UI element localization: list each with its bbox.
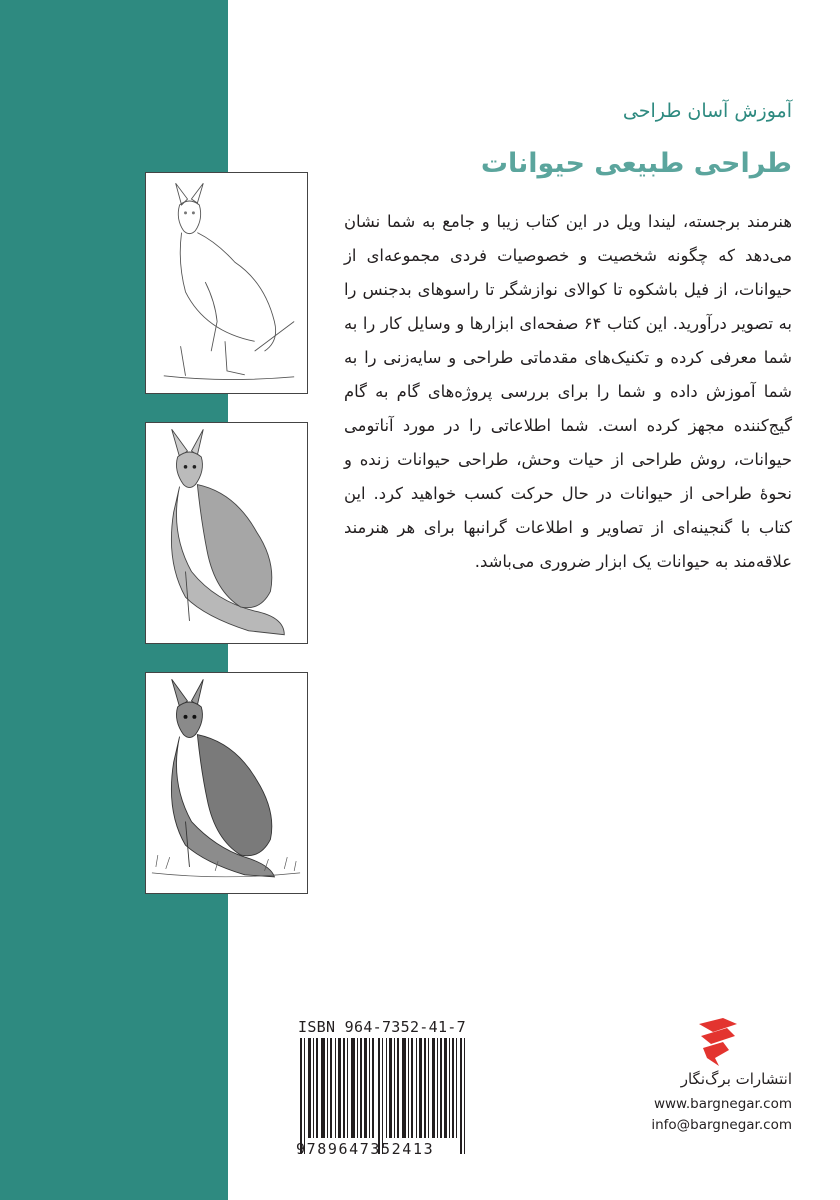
book-title: طراحی طبیعی حیوانات — [480, 148, 792, 179]
series-title: آموزش آسان طراحی — [622, 100, 792, 122]
publisher-email[interactable]: info@bargnegar.com — [651, 1117, 792, 1133]
kangaroo-sketch-shaded-icon — [146, 423, 307, 643]
publisher-name: انتشارات برگ‌نگار — [680, 1070, 792, 1088]
publisher-website[interactable]: www.bargnegar.com — [653, 1096, 792, 1112]
description-text: هنرمند برجسته، لیندا ویل در این کتاب زیبا و جامع به شما نشان می‌دهد که چگونه شخصیت و خصوصیات فردی مجموعه‌ای از حیوانات، از فیل باشکوه تا کوالای نوازشگر تا راسوهای بدجنس را به تصویر درآورید. این کتاب ۶۴ صفحه‌ای ابزارها و وسایل کار را به شما معرفی کرده و تکنیک‌های مقدماتی طراحی و سایه‌زنی را به شما آموزش داده و شما را برای بررسی پروژه‌های گام به گام گیج‌کننده مجهز کرده است. شما اطلاعاتی را در مورد آناتومی حیوانات، روش طراحی از حیات وحش، طراحی حیوانات زنده و نحوهٔ طراحی از حیوانات در حال حرکت کسب خواهید کرد. این کتاب با گنجینه‌ای از تصاویر و اطلاعات گرانبها برای هر هنرمند علاقه‌مند به حیوانات یک ابزار ضروری می‌باشد. — [344, 212, 792, 571]
kangaroo-sketch-1 — [145, 172, 308, 394]
ean-number: 9789647352413 — [296, 1140, 435, 1158]
kangaroo-sketch-3 — [145, 672, 308, 894]
bargnegar-leaf-logo-icon — [693, 1014, 743, 1068]
isbn-label: ISBN 964-7352-41-7 — [298, 1018, 466, 1036]
kangaroo-sketch-2 — [145, 422, 308, 644]
kangaroo-sketch-finished-icon — [146, 673, 307, 893]
kangaroo-sketch-outline-icon — [146, 173, 307, 393]
